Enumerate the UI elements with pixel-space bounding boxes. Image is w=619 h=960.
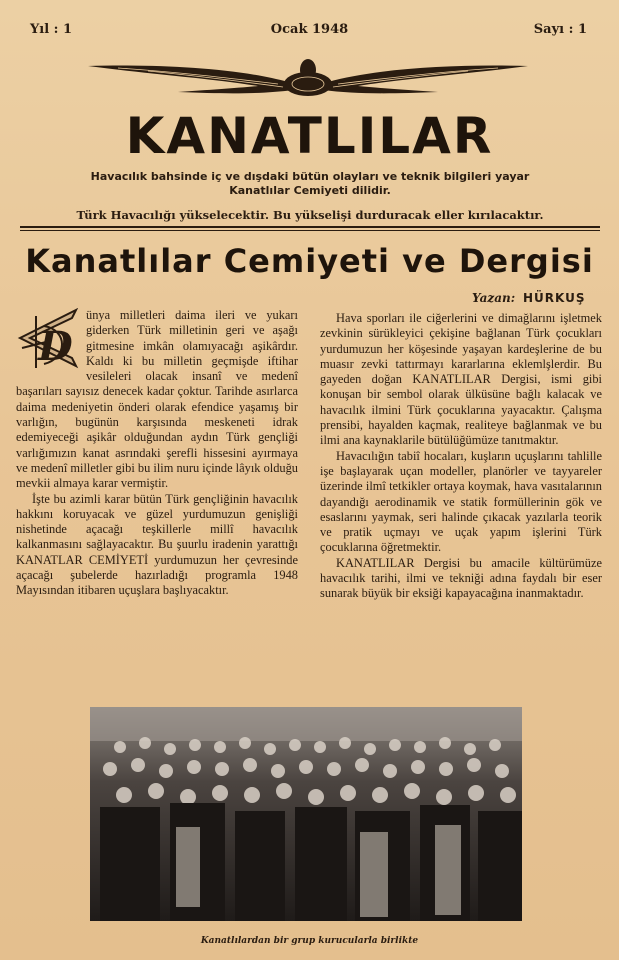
masthead-divider (20, 230, 600, 231)
group-photo (90, 707, 522, 921)
dropcap-letter: D (38, 323, 73, 370)
article-column-right (320, 311, 602, 602)
dropcap-airplane-icon (16, 308, 80, 374)
winged-emblem-icon (88, 56, 528, 106)
article-headline: Kanatlılar Cemiyeti ve Dergisi (25, 242, 594, 280)
article-column-left (16, 308, 298, 599)
subtitle-line-1: Havacılık bahsinde iç ve dışdaki bütün olayları ve teknik bilgileri yayar (90, 170, 530, 183)
issue-number: Sayı : 1 (533, 22, 587, 37)
masthead-subtitle (60, 170, 560, 198)
article-paragraph: ünya milletleri daima ileri ve yukarı giderken Türk milletinin geri ve aşağı gitmesine imkân olamıyacağı aşikârdır. Kaldı ki bu milletin geçmişde iftihar vesileleri olacak insanî ve medenî başarıları sayısız denecek kadar çoktur. Tarihde asırlarca daima medeniyetin önderi olarak efendice yaşamış bir varlığın, bugünün karşısında meskeneti idrak edemiyeceği aşikâr olduğundan aydın Türk gençliği varlığımızın kanat asrındaki şerefli hissesini ayırmaya ve medenî milletler gibi bu ilim nuru içinde lâyık olduğu mevkii almaya karar vermiştir. (16, 308, 298, 491)
article-paragraph: Hava sporları ile ciğerlerini ve dimağlarını işletmek zevkinin sürükleyici çekişine bağlanan Türk çocukları yurdumuzun her köşesinde yaşayan kardeşlerine de bu muasır zevki tattırmayı kararlarına eklemlşlerdir. Bu gayeden doğan KANATLILAR Dergisi, ismi gibi konuşan bir sembol olarak ülküsüne bağlı kalacak ve havacılık ilmini Türk çocuklarına yayacaktır. Çalışma prensibi, hayalden kaçmak, realiteye bağlanmak ve bu ilmi ana kaynaklarile bütülüğümüze tanıtmaktır. (320, 311, 602, 448)
magazine-title: KANATLILAR (125, 107, 494, 165)
motto: Türk Havacılığı yükselecektir. Bu yükselişi durduracak eller kırılacaktır. (20, 208, 600, 228)
article-paragraph: KANATLILAR Dergisi bu amacile kültürümüze havacılık tarihi, ilmi ve tekniği adına faydalı bir eser sunarak büyük bir eksiği kapayacağına inanmaktadır. (320, 555, 602, 601)
subtitle-line-2: Kanatlılar Cemiyeti dilidir. (229, 184, 391, 197)
author-byline (472, 291, 586, 305)
photo-caption: Kanatlılardan bir grup kurucularla birlikte (200, 936, 419, 946)
author-label: Yazan: (472, 291, 516, 305)
article-paragraph: İşte bu azimli karar bütün Türk gençliğinin havacılık hakkını koruyacak ve güzel yurdumuzun genişliği nishetinde açacağı teşkillerle millî havacılık kalkanmasını sağlayacaktır. Bu şuurlu iradenin yarattığı KANATLAR CEMİYETİ yurdumuzun her çevresinde açacağı şubelerde hazırladığı programla 1948 Mayısından itibaren uçuşlara başlıyacaktır. (16, 491, 298, 598)
article-paragraph: Havacılığın tabiî hocaları, kuşların uçuşlarını tahlille işe başlayarak uçan modeller, planörler ve tayyareler üzerinde ilmî tetkikler ortaya koymak, hava vasıtalarının dayandığı aerodinamik ve statik formüllerinin gök ve esaslarını yaymak, seri halinde çıkacak yazılarla teorik ve pratik uçmayı ve uçak yapım işlerini Türk çocuklarına öğretmektir. (320, 448, 602, 555)
volume-number: Yıl : 1 (30, 22, 73, 37)
author-name: HÜRKUŞ (522, 291, 586, 305)
issue-date: Ocak 1948 (270, 22, 349, 37)
group-photo-image (90, 707, 522, 921)
